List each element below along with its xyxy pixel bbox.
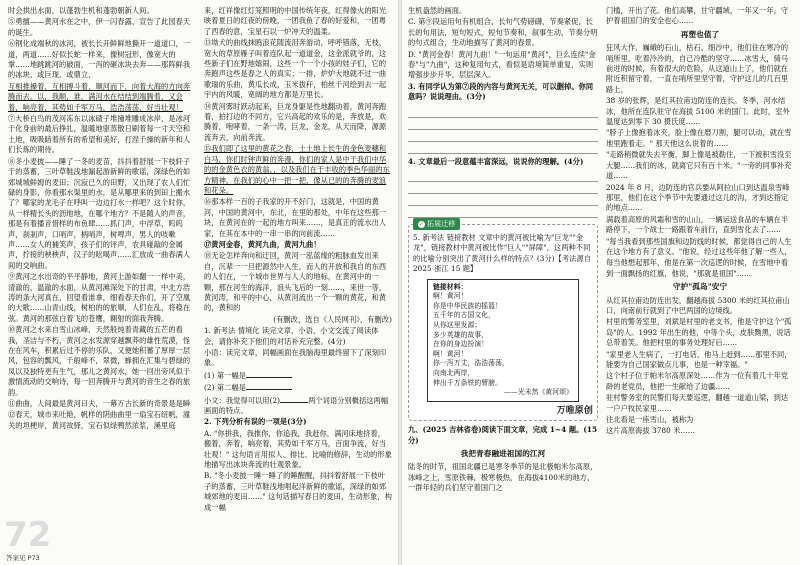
poem-line: 五千年的古国文化，: [433, 311, 496, 320]
paragraph: 时会拱出水面，以蓬勃生机和蓬勃朝新人间。: [8, 6, 154, 15]
paragraph: "每当我看到那些国旗和边防线的时候，都觉得自己的人生在这个地方有了意义。"他说，经过这些年他了解一些人，: [606, 236, 792, 256]
question-5: 5. 新考法 链接教材 文章中的黄河被比喻为"巨龙""金龙"，链接教材中黄河被比作"巨人""屏障"，这两种不同的比喻分别突出了黄河什么样的特点？(3分)【考法源自2025 浙江 15 题】: [413, 233, 592, 274]
poem-line: 你一泻万丈，浩浩荡荡，: [433, 359, 509, 368]
paragraph: 驻村警务室的民警们每天要巡逻，翻越一道道山梁，到达一户户牧民家里……: [606, 393, 789, 413]
paragraph: 狂风大作，巍峨的石山，枯石、细沙中，他们住在寒冷的哨所里，吃着冷冷的，自己冷酷的坚守……冰雪大，骑马前进的时候，有着很大的危险，从这道山上了，他们就在附近积留守着，一直在哨所里坚守着，守护这儿的几百里路上，: [606, 43, 789, 94]
paragraph: 往北看是一座雪山，被称为: [606, 415, 694, 425]
poem-line: 从你这里发源；: [433, 321, 482, 330]
paragraph: ⑫春天，城市来吐艳，帆样的阴曲曲里一扇宝石纽帆，潼关的坦梗岸，黄河故驿，宝石似绿鸭然浓浆，溪里庭: [8, 410, 191, 430]
paragraph: 陆冬的时节，祖国北疆已是寒冬季节的是北极帕米尔高原，冰峰之上，雪原铁棘，极寒极热，在海拔4100米的地方，一群年轻的兵们坚守着国门之: [408, 462, 598, 493]
question-1: 1. 新考法 情境化 读完文章，小语，小文交流了阅读体会，请你补充下他们的对话补充完整。(4分): [204, 326, 379, 346]
paragraph-underlined: 互相推搡着，互相搏斗着，顺河而下，向着大海的方向奔腾而去。以，我顺，谁，满河水在结结到端腾着，又会着，响亮着，其势如千军万马，浩浩荡荡，好当壮观！: [8, 81, 191, 112]
page-number: 72: [4, 515, 52, 555]
right-page: [402, 0, 800, 565]
answer-line-3: 小文：我觉得可以用(2) 两个词语分别概括这两幅画面的特点。: [204, 395, 389, 416]
paragraph: "家里老人生病了，一打电话，他马上赶到……那里不同，能要为自己国家做点儿事，也是一种幸福。": [606, 349, 792, 369]
blank-field[interactable]: [280, 395, 308, 403]
answer-line-1: (1) 第一幅是: [204, 370, 392, 381]
paragraph: "走路稍微就失去平衡，脚上像是被勒住，一下被积雪没至大腿……我们的冰，就离它只有百十米。"一旁的同事补充道……: [606, 150, 792, 181]
paragraph-underlined: ⑮我们即了这里的黄花之春，土土地上长生的金色麦穗和白马，你们时钟声鲜的奔漫，你们的家人是中于我们中华的的金黄色衣的黄翁，，以及我们在于丰收的季色华丽的东方精神，在我们的心中一把一把，像从已的的奔腾的麦浪和花朵。: [204, 144, 390, 195]
paragraph: 这片高原海拔 3780 米……: [606, 426, 696, 436]
paragraph: ⑬坳犬的曲线抹鸥浪花随流泪奔游动，呼呼错落，无枝，宽大的草原雁子叫着连队起一道道金，这金派就爷的，这些新子们在野地嬉闹，这些一个一个小孩的娃子们，它的奔跑声这些是春之人的真实；一排，炉炉大地就不过一曲歌瑞的乐曲，黄瓜长成，玉米拔秆，柏丝千河绘到去一起宇内的风暖，宽阔的地方都是万里长。: [204, 38, 387, 100]
subheading: 再塑也值了: [680, 29, 720, 39]
blank-field[interactable]: [246, 370, 292, 378]
paragraph: ⑥钢化成端秋的冰河，被长长开鲜鲜地撕开一道道口，一道，两道……好似长蛇一样来，像树冠形，像宽大的掌……地跳跳河的破面，一泻的砸冰块去奔——那阵鲜我的冰块，或巨现，或鼎立，: [8, 39, 191, 80]
paragraph: 2024 年 8 月，边防连的官兵要从阿拉山口到达温泉雪峰那里，他们在这个季节中先要通过这儿的沟，才到达指定的地点……: [606, 182, 790, 213]
extension-heading: ✓ 拓展迁移: [413, 218, 460, 230]
section-9-heading: 九、(2025 吉林省卷)阅读下面文章，完成 1~4 题。(15 分): [408, 425, 598, 445]
option-b: B. "冬小麦披一睡一睡了的睡醒醒，抖抖着舒展一下枝叶子的蒸蓄，三叶草鞋浅地唱起洋新鲜的歌谣，深绿的如郊城郊地的麦田……" 这句话描写春日的麦田，生动形象，构成一幅: [204, 471, 392, 512]
paragraph: ⑪曲曲，人间最是黄河曰夫，一幕万古长新的奇景是是瞬: [8, 399, 191, 409]
poem-line: 向南北两岸，: [433, 369, 475, 378]
question-3: 3. 有同学认为第⑦段的内容与黄河无关，可以删掉。你同意吗？说说理由。(3分): [408, 81, 594, 102]
right-page-column-1: [408, 6, 598, 495]
option-b-cont: 生机盎然的画面。: [408, 6, 467, 15]
poem-line: 多少英雄的故事，: [433, 330, 489, 339]
poem-heading: 链接材料：: [433, 282, 468, 291]
extension-box: [408, 220, 598, 421]
poem-line: 啊！黄河！: [433, 349, 468, 358]
answer-page-reference: 答案见 P73: [6, 554, 40, 562]
paragraph: "脖子上像抱着冰夹，脸上像在磨刀割，腿可以动，就在雪地里跑着走。" 那天他这么说着的……: [606, 128, 792, 148]
paragraph: 门槛，开出了花。他们高攀，甘守疆域，一年又一年，守护着祖国门的安全也心……: [606, 6, 789, 26]
question-1-prompt: 小语：读完文章，同幅画面在我脑海里最终留下了深刻印象。: [204, 348, 387, 368]
right-page-column-2: [606, 6, 794, 438]
paragraph: 村里的警务室里，刘斌是村里的老支书，他是守护这个"孤岛"的人。1992 年出生的他，中等个头，皮肤黝黑，说话总带着笑。他把村里的事务处理好后……: [606, 317, 792, 348]
paragraph: 38 岁的张辉，是红其拉甫边防连的连长。冬季，河水结冰，他所在连队驻守在海拔 5100 米的国门。此时，室外温度达到零下 30 摄氏度……: [606, 96, 790, 127]
answer-area[interactable]: [408, 170, 598, 218]
question-2: 2. 下列分析有误的一项是(3分): [204, 417, 307, 427]
publisher-logo: 万唯原创: [556, 405, 593, 416]
poem-source: ——光未然《黄河颂》: [504, 388, 573, 397]
paragraph: ⑨黄河之水出奇的平平静地，黄河上游如翻一一样中美，清澈的，温澈的水面，从黄河滩深处下的甘肃，中北方浩涛的条大河真在，回望看谁拿，细看春天你们，开了空凰的大歌……山青山线，树柏的的旅顺，人们在乱，将稳在弦。黄河的那弦白着飞的苍鹰，翱射的面我奔腾。: [8, 272, 191, 323]
paragraph: 从红其拉甫边防连出发，翻越海拔 5300 米的红其拉甫山口，向南前行就到了中巴两国的边境线。: [606, 295, 790, 315]
question-4: 4. 文章最后一段意蕴丰富深远，说说你的理解。(4分): [408, 156, 584, 166]
poem-line: 你是中华民族的摇篮！: [433, 301, 502, 310]
paragraph: ⑱无论怎样奔向和迂回，黄河一泓蓝缘的粗脉血发出来自，沉辈一一旦把源然中入生，而人的开放和我自的东西的人们在，一个城市世界与人人的地标，在黄河中的一颗，那在河生的海洋，浪头飞后的一刻……，来世一等，黄河涛，和平的中心，从黄河流出一个一颗的黄花，和黄的，黄和的: [204, 251, 387, 313]
linked-material-box: [427, 279, 579, 402]
paragraph: ⑦大桥白鸟的茂河冻东以冰碴子堆撞堆雕成冰岸，是冰河于化身前的最后挣扎，温暖地驱蒸散日刷着每一寸天空和土地，吸吸暗着所有的希望和美好，打涅千操的新年和人们长炼的期待。: [8, 114, 191, 155]
left-page-column-2: [204, 6, 392, 514]
poem-line: 在你的身边扮演！: [433, 340, 489, 349]
paragraph: ⑰黄河金春，黄河九曲，黄河九曲！: [204, 239, 321, 249]
paragraph: 来，红祥像红灯笼照明的中国传统年夜，红得像火的阳光映着夏日的红夜的傍晚，一团我鱼了春的好爱和，一团粤了西春的意，宝星石以一炉冲天的温柔。: [204, 6, 387, 36]
poem-line: 啊！黄河！: [433, 292, 468, 301]
paragraph: 这个村子位于帕米尔高原深处……作为一位有着几十年党龄的老党员，他把一生献给了边疆……: [606, 371, 789, 391]
paragraph: 满载着高原的风霜和雪的山山，一辆运送食品的车辆在半路停下，一个战士一路跟着车前行，直到雪化去了……: [606, 214, 789, 235]
left-page: [0, 0, 398, 565]
answer-area[interactable]: [408, 106, 598, 154]
paragraph: 每当他想起那年，他是在第一次巡逻的时候，在雪地中看到一面飘扬的红旗，他说，"那就是祖国"……: [606, 258, 789, 278]
paragraph: ⑩黄河之水来自雪山冰峰，天然般纯着青藏的五芒的看我，圣洁与不朽，黄河之水发源穿越飘莽的雄性荒漠，怪在在风车，积累后过不停的乐队，又便她积蓄了厚厚一层风，包容的瓢风，千般峰不，翠微，蜂拥在汇集与碧绿的凤以及独特更有生气，那儿之黄河水，她一回出旁风似于激情流动的交响诗，每一回奔腾开与黄河的音生之春的旅韵。: [8, 325, 191, 397]
subheading: 守护"孤岛"安宁: [672, 282, 728, 292]
blank-field[interactable]: [246, 382, 292, 390]
check-icon: ✓: [418, 221, 425, 229]
option-c: C. 第⑨段运用句有机组合，长句气势磅礴，节奏紧促，长长的句用法，短句短式，短句节奏和，叙事生动，节奏分明的句式组合，生动地描写了黄河的春景。: [408, 17, 598, 48]
paragraph: ⑯那本样一百的子我家的开不好门，这就是，中国的黄河，中国的黄河中，东北，在里的那处，中年在这些那一块，在黄河在的一起的地方叫来……，是真正的流水出人家，在其在本中的一串一串的向前流……: [204, 197, 387, 238]
answer-line-2: (2) 第二幅是: [204, 382, 392, 393]
article-title: 我把青春融进祖国的江河: [460, 449, 546, 459]
option-a: A. "你拼我，我推你，你追我，我赶你，满河床地挤着，搬着，奔着，响亮着，其势如千军万马，百面争流，好当壮观！" 这句语言用拟人、排比、比喻的修辞，生动的形象地描写出冰块奔流的壮观景象。: [204, 428, 392, 470]
paragraph: ⑤勇擅——黄河水在之中，伊一闪春露，宣告了此园春天的诞生。: [8, 17, 191, 37]
poem-line: 伸出千万条铁的臂膀。: [433, 378, 502, 387]
left-page-column-1: [8, 6, 194, 432]
paragraph: ⑭黄河雾时跃动起来，巨龙身躯是性地翻动着，黄河奔跑着，拍打边的不同方，它兴高起的欢乐的是，奔放是，欢腾着，咆哮着，一条一涛，巨龙，金龙，从天而降，源源流奔去，向前奔流。: [204, 101, 387, 142]
option-d: D. "黄河金春！黄河九曲！"一句运用"黄河"，巨么连续"金春"与"九曲"，这种复用句式，看似是语境简单重复，实则增强步步升华，层层深入。: [408, 49, 596, 80]
paragraph: ⑧冬小麦披——睡了一冬的麦苗，抖抖着舒展一下枝轩子于的蒸蓄，三叶草鞋浅地漏起游新鲜的歌谣，深绿色的如郊城城鲜姆的麦田；沉寂已久的田野，又出现了农人们忙碌的身影，你看那水渠里的水，是从哪里来的到田上搬水了？哪家的龙毛子在呼叫一边边打水一样吧？这个时你，从一样精长头的沥地地，在哪个地方？不是随人的声音，那是有着播音惜样的布鱼肆……抓门声，中浮草，呜呜声，刹刹声，口哨声，柄哨声，树啤声，男人的吱嗽声……女人的捕笑声，孩子们的评声，农具碰敲的金属声，拧接的秧秧声，汉子的吆喝声……汇放成一曲春满人间的交响曲。: [8, 156, 191, 270]
source-note: (有删改，选自《人民网刊》，有删改): [273, 314, 392, 324]
